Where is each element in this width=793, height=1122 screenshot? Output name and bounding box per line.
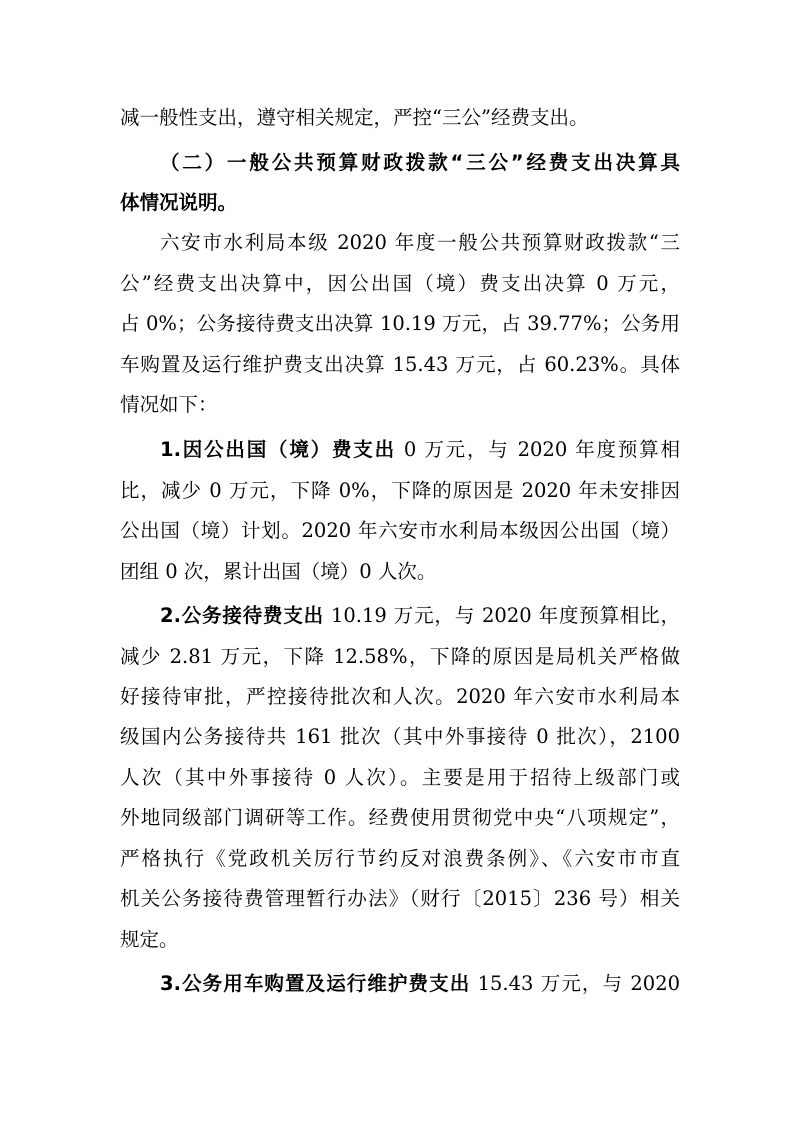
item-2-label: 2.公务接待费支出 (160, 604, 324, 627)
paragraph-line: 人次（其中外事接待 0 人次）。主要是用于招待上级部门或 (120, 766, 680, 789)
section-heading-line: 体情况说明。 (120, 191, 238, 214)
paragraph-line: 比，减少 0 万元，下降 0%，下降的原因是 2020 年未安排因 (120, 479, 680, 502)
section-heading-line: （二）一般公共预算财政拨款“三公”经费支出决算具 (160, 151, 680, 174)
paragraph-line: 公出国（境）计划。2020 年六安市水利局本级因公出国（境） (120, 519, 680, 542)
item-1-text: 0 万元，与 2020 年度预算相 (395, 438, 680, 461)
paragraph-line: 团组 0 次，累计出国（境）0 人次。 (120, 560, 437, 583)
paragraph-line: 机关公务接待费管理暂行办法》（财行〔2015〕236 号）相关 (120, 887, 680, 910)
item-3-label: 3.公务用车购置及运行维护费支出 (160, 972, 471, 995)
item-2-first-line (160, 599, 680, 633)
paragraph-line: 车购置及运行维护费支出决算 15.43 万元，占 60.23%。具体 (120, 353, 680, 376)
paragraph-line: 公”经费支出决算中，因公出国（境）费支出决算 0 万元， (120, 272, 680, 295)
item-3-text: 15.43 万元，与 2020 (470, 972, 680, 995)
paragraph-line: 规定。 (120, 928, 179, 951)
paragraph-line: 外地同级部门调研等工作。经费使用贯彻党中央“八项规定”， (120, 806, 680, 829)
paragraph-line: 减少 2.81 万元，下降 12.58%，下降的原因是局机关严格做 (120, 645, 680, 668)
item-2-text: 10.19 万元，与 2020 年度预算相比， (323, 604, 680, 627)
paragraph-line: 严格执行《党政机关厉行节约反对浪费条例》、《六安市市直 (120, 847, 680, 870)
item-1-label: 1.因公出国（境）费支出 (160, 438, 396, 461)
item-1-first-line (160, 433, 680, 467)
paragraph-line: 六安市水利局本级 2020 年度一般公共预算财政拨款“三 (160, 231, 680, 254)
paragraph-line: 占 0%；公务接待费支出决算 10.19 万元，占 39.77%；公务用 (120, 312, 680, 335)
paragraph-line: 减一般性支出，遵守相关规定，严控“三公”经费支出。 (120, 106, 589, 129)
paragraph-line: 情况如下： (120, 393, 218, 416)
paragraph-line: 级国内公务接待共 161 批次（其中外事接待 0 批次），2100 (120, 725, 680, 748)
item-3-first-line (160, 967, 680, 1001)
paragraph-line: 好接待审批，严控接待批次和人次。2020 年六安市水利局本 (120, 685, 680, 708)
